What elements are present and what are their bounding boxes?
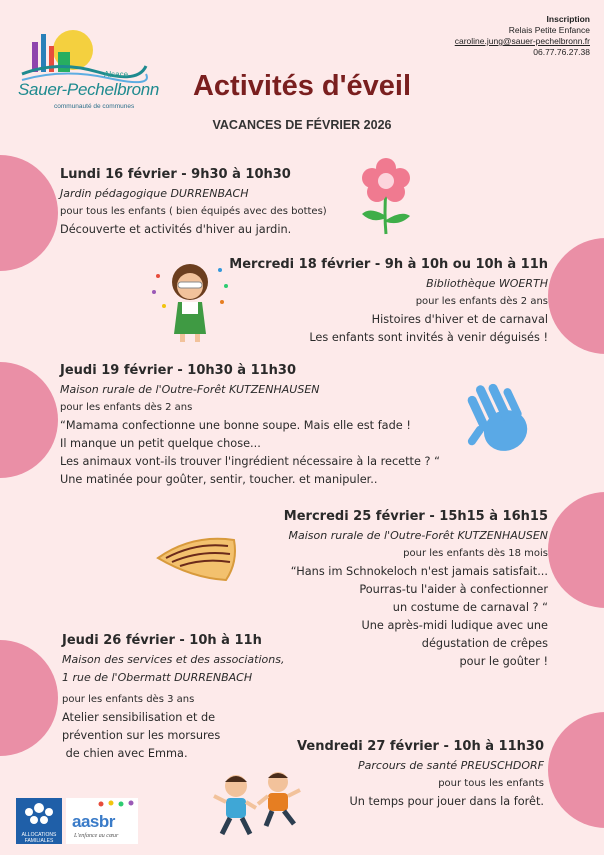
event-2 [200,254,548,347]
event-audience: pour les enfants dès 2 ans [415,296,548,307]
event-location: Bibliothèque WOERTH [426,277,548,290]
contact-block [455,14,590,58]
event-description: Les animaux vont-ils trouver l'ingrédient nécessaire à la recette ? “ [60,455,440,468]
caf-text-1: ALLOCATIONS [21,832,57,838]
caf-logo [16,798,62,844]
handprint-icon [455,376,545,466]
page-title: Activités d'éveil [192,70,412,102]
event-audience: pour tous les enfants [438,778,544,789]
event-description: “Mamama confectionne une bonne soupe. Mais elle est fade ! [60,419,411,432]
event-description: Une après-midi ludique avec une [361,619,548,632]
contact-phone: 06.77.76.27.38 [533,47,590,57]
event-description: Il manque un petit quelque chose... [60,437,261,450]
event-location: Jardin pédagogique DURRENBACH [60,187,249,200]
event-heading: Lundi 16 février - 9h30 à 10h30 [60,167,291,182]
contact-title: Inscription [546,14,590,24]
event-3 [60,360,480,489]
decor-circle [548,712,604,828]
event-description: Découverte et activités d'hiver au jardin. [60,223,292,236]
decor-circle [548,492,604,608]
logo-name: Sauer-Pechelbronn [18,80,160,99]
event-location: Parcours de santé PREUSCHDORF [358,759,544,772]
event-heading: Jeudi 19 février - 10h30 à 11h30 [60,363,296,378]
event-audience: pour les enfants dès 18 mois [403,548,548,559]
event-location-address: 1 rue de l'Obermatt DURRENBACH [62,671,253,684]
event-heading: Mercredi 18 février - 9h à 10h ou 10h à 11h [229,257,548,272]
carnival-child-icon [150,256,230,344]
logo-subtitle: communauté de communes [54,103,135,110]
event-description: de chien avec Emma. [62,747,188,760]
event-description: Atelier sensibilisation et de [62,711,216,724]
event-audience: pour tous les enfants ( bien équipés avec des bottes) [60,206,327,217]
event-description: un costume de carnaval ? “ [392,601,548,614]
event-description: dégustation de crêpes [421,637,548,650]
event-description: Histoires d'hiver et de carnaval [371,313,548,326]
page-subtitle: VACANCES DE FÉVRIER 2026 [212,118,392,132]
event-description: Un temps pour jouer dans la forêt. [349,795,544,808]
event-description: prévention sur les morsures [62,729,221,742]
event-location: Maison rurale de l'Outre-Forêt KUTZENHAUSEN [288,529,548,542]
event-description: Les enfants sont invités à venir déguisés ! [309,331,548,344]
event-1 [60,164,360,239]
contact-email-link[interactable]: caroline.jung@sauer-pechelbronn.fr [454,36,590,46]
event-description: pour le goûter ! [459,655,548,668]
decor-circle [0,640,58,756]
aasbr-name: aasbr [72,812,115,831]
event-description: “Hans im Schnokeloch n'est jamais satisfait... [290,565,548,578]
aasbr-logo [66,798,138,844]
crepe-icon [152,528,242,586]
event-description: Pourras-tu l'aider à confectionner [359,583,548,596]
caf-text-2: FAMILIALES [24,838,54,844]
decor-circle [548,238,604,354]
contact-org: Relais Petite Enfance [508,25,590,35]
aasbr-figures-icon [96,800,136,814]
event-description: Une matinée pour goûter, sentir, toucher. et manipuler.. [60,473,378,486]
logo-alsace: Alsace [104,70,129,79]
aasbr-tagline: L'enfance au cœur [74,833,119,839]
event-heading: Jeudi 26 février - 10h à 11h [62,633,262,648]
event-location: Maison des services et des associations, [62,653,285,666]
flower-icon [358,158,414,236]
decor-circle [0,155,58,271]
caf-family-icon [16,798,62,828]
decor-circle [0,362,58,478]
event-location: Maison rurale de l'Outre-Forêt KUTZENHAUSEN [60,383,320,396]
event-heading: Mercredi 25 février - 15h15 à 16h15 [283,509,548,524]
event-heading: Vendredi 27 février - 10h à 11h30 [297,739,544,754]
event-audience: pour les enfants dès 3 ans [62,694,195,705]
running-children-icon [210,768,310,840]
event-audience: pour les enfants dès 2 ans [60,402,193,413]
